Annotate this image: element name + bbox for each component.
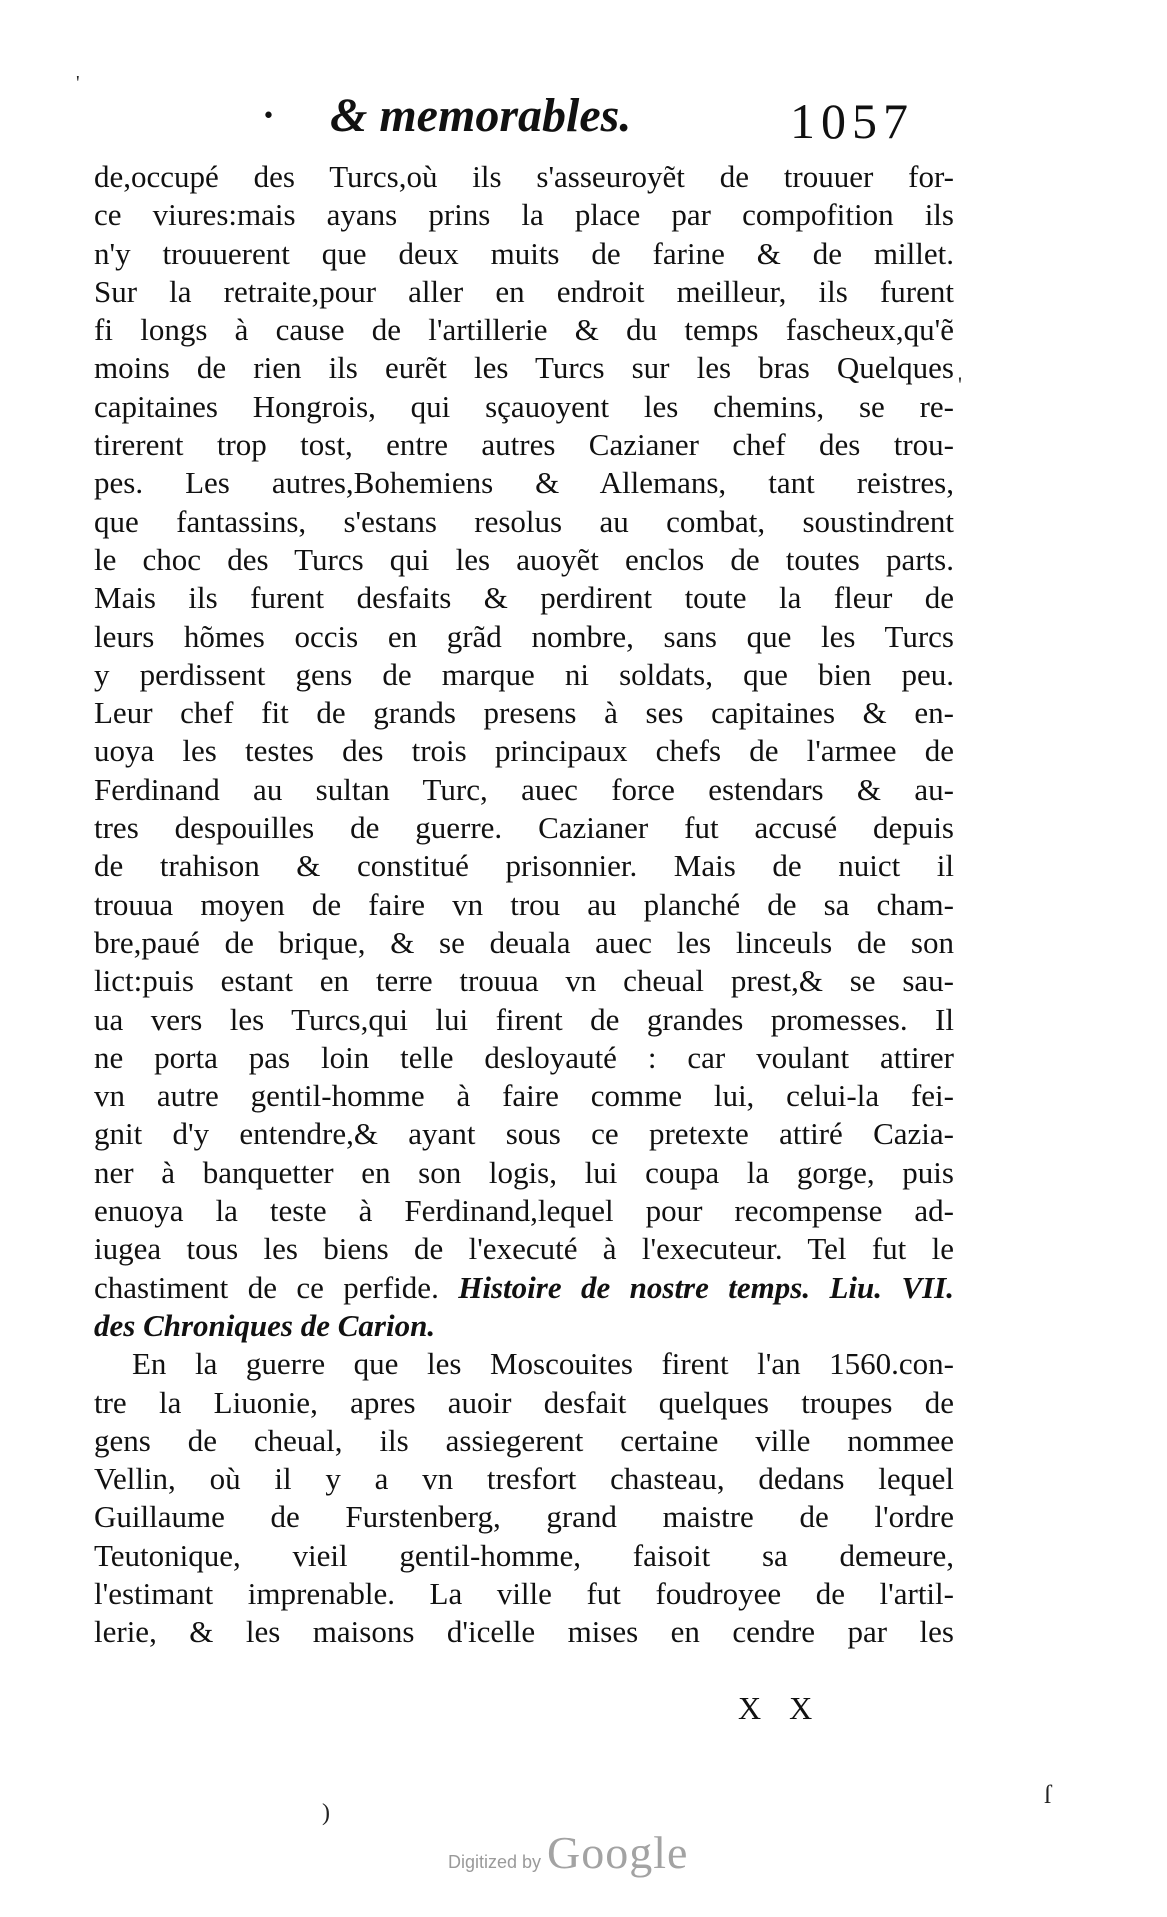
- text-line: capitaines Hongrois, qui sçauoyent les chemins, se re-: [94, 388, 954, 424]
- paragraph-2-line: l'estimant imprenable. La ville fut foudroyee de l'artil-: [94, 1575, 954, 1611]
- paragraph-2-line: En la guerre que les Moscouites firent l'an 1560.con-: [132, 1346, 954, 1382]
- text-line: ce viures:mais ayans prins la place par compofition ils: [94, 197, 954, 233]
- text-line: moins de rien ils eurẽt les Turcs sur les bras Quelques: [94, 350, 954, 386]
- text-line: Leur chef fit de grands presens à ses capitaines & en-: [94, 695, 954, 731]
- text-line: de,occupé des Turcs,où ils s'asseuroyẽt de trouuer for-: [94, 159, 954, 194]
- text-line: ua vers les Turcs,qui lui firent de grandes promesses. Il: [94, 1001, 954, 1037]
- paragraph-2-line: gens de cheual, ils assiegerent certaine ville nommee: [94, 1422, 954, 1458]
- citation-cont: des Chroniques de Carion.: [94, 1307, 436, 1343]
- printer-dot: •: [262, 104, 275, 129]
- stray-mark: ': [958, 372, 962, 397]
- closing-line-text: chastiment de ce perfide.: [94, 1269, 439, 1305]
- text-line: uoya les testes des trois principaux chefs de l'armee de: [94, 733, 954, 769]
- text-line: bre,paué de brique, & se deuala auec les linceuls de son: [94, 924, 954, 960]
- text-line: Mais ils furent desfaits & perdirent toute la fleur de: [94, 580, 954, 616]
- paragraph-2-line: Vellin, où il y a vn tresfort chasteau, dedans lequel: [94, 1461, 954, 1497]
- text-line: ne porta pas loin telle desloyauté : car voulant attirer: [94, 1039, 954, 1075]
- paragraph-2-line: lerie, & les maisons d'icelle mises en cendre par les: [94, 1614, 954, 1650]
- text-line: Sur la retraite,pour aller en endroit meilleur, ils furent: [94, 273, 954, 309]
- stray-mark: ): [322, 1800, 330, 1826]
- paragraph-2-line: Teutonique, vieil gentil-homme, faisoit sa demeure,: [94, 1537, 954, 1573]
- digitized-label: Digitized by: [448, 1852, 542, 1872]
- text-line: gnit d'y entendre,& ayant sous ce pretexte attiré Cazia-: [94, 1116, 954, 1152]
- text-line: leurs hõmes occis en grãd nombre, sans que les Turcs: [94, 618, 954, 654]
- text-line: Ferdinand au sultan Turc, auec force estendars & au-: [94, 771, 954, 807]
- text-line: y perdissent gens de marque ni soldats, que bien peu.: [94, 656, 954, 692]
- text-line: de trahison & constitué prisonnier. Mais de nuict il: [94, 848, 954, 884]
- text-line: iugea tous les biens de l'executé à l'executeur. Tel fut le: [94, 1231, 954, 1267]
- page-number: 1057: [790, 93, 914, 149]
- text-line: lict:puis estant en terre trouua vn cheual prest,& se sau-: [94, 963, 954, 999]
- citation-continued: [94, 1307, 954, 1345]
- text-line: fi longs à cause de l'artillerie & du temps fascheux,qu'ẽ: [94, 312, 954, 348]
- text-line: trouua moyen de faire vn trou au planché de sa cham-: [94, 886, 954, 922]
- text-line: vn autre gentil-homme à faire comme lui, celui-la fei-: [94, 1078, 954, 1114]
- text-line: que fantassins, s'estans resolus au combat, soustindrent: [94, 503, 954, 539]
- text-line: n'y trouuerent que deux muits de farine & de millet.: [94, 235, 954, 271]
- citation: Histoire de nostre temps. Liu. VII.: [458, 1269, 954, 1305]
- text-line: tres despouilles de guerre. Cazianer fut accusé depuis: [94, 810, 954, 846]
- text-line: le choc des Turcs qui les auoyẽt enclos de toutes parts.: [94, 541, 954, 577]
- text-line: pes. Les autres,Bohemiens & Allemans, tant reistres,: [94, 465, 954, 501]
- signature-mark: X X: [738, 1690, 823, 1726]
- text-line: tirerent trop tost, entre autres Cazianer chef des trou-: [94, 427, 954, 463]
- stray-mark: ': [76, 72, 80, 94]
- google-logo: Google: [547, 1827, 689, 1878]
- paragraph-2-line: tre la Liuonie, apres auoir desfait quelques troupes de: [94, 1384, 954, 1420]
- closing-line: [94, 1269, 954, 1307]
- running-head: & memorables.: [330, 89, 632, 142]
- stray-mark: ſ: [1044, 1780, 1052, 1809]
- text-line: ner à banquetter en son logis, lui coupa la gorge, puis: [94, 1154, 954, 1190]
- body-text: [94, 158, 954, 1652]
- digitized-by-google: [448, 1826, 688, 1879]
- text-line: enuoya la teste à Ferdinand,lequel pour recompense ad-: [94, 1193, 954, 1229]
- paragraph-2-line: Guillaume de Furstenberg, grand maistre de l'ordre: [94, 1499, 954, 1535]
